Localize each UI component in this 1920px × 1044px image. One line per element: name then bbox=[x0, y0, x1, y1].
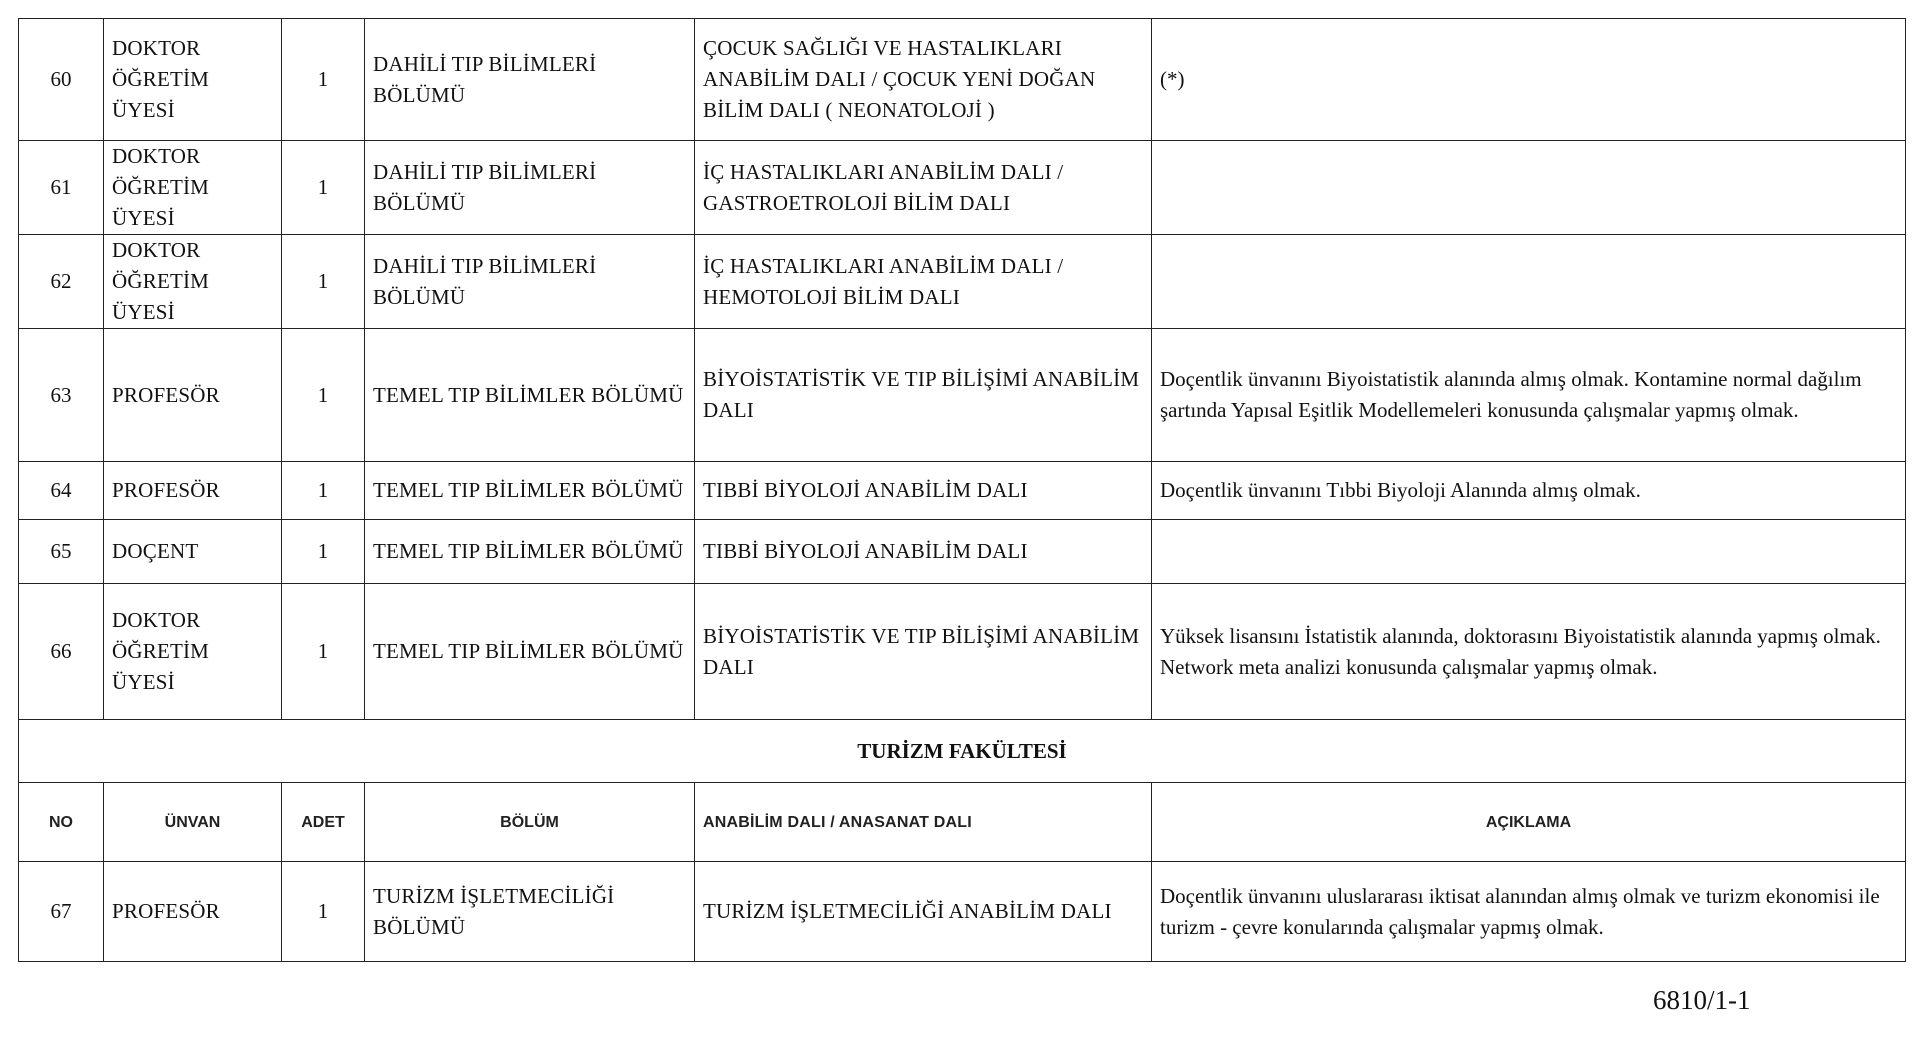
no-cell: 63 bbox=[19, 329, 104, 462]
header-adet: ADET bbox=[282, 783, 365, 862]
section-title: TURİZM FAKÜLTESİ bbox=[19, 720, 1906, 783]
adet-cell: 1 bbox=[282, 235, 365, 329]
unvan-cell: DOKTOR ÖĞRETİM ÜYESİ bbox=[104, 19, 282, 141]
adet-cell: 1 bbox=[282, 862, 365, 962]
no-cell: 66 bbox=[19, 584, 104, 720]
adet-cell: 1 bbox=[282, 520, 365, 584]
aciklama-cell bbox=[1152, 235, 1906, 329]
no-cell: 62 bbox=[19, 235, 104, 329]
header-anabilim: ANABİLİM DALI / ANASANAT DALI bbox=[695, 783, 1152, 862]
table-row bbox=[19, 520, 1906, 584]
bolum-cell: TEMEL TIP BİLİMLER BÖLÜMÜ bbox=[365, 329, 695, 462]
aciklama-cell: Doçentlik ünvanını Tıbbi Biyoloji Alanında almış olmak. bbox=[1152, 462, 1906, 520]
page-number: 6810/1-1 bbox=[1653, 985, 1751, 1015]
bolum-cell: DAHİLİ TIP BİLİMLERİ BÖLÜMÜ bbox=[365, 19, 695, 141]
bolum-cell: TURİZM İŞLETMECİLİĞİ BÖLÜMÜ bbox=[365, 862, 695, 962]
unvan-cell: PROFESÖR bbox=[104, 862, 282, 962]
table-row bbox=[19, 235, 1906, 329]
no-cell: 65 bbox=[19, 520, 104, 584]
bolum-cell: DAHİLİ TIP BİLİMLERİ BÖLÜMÜ bbox=[365, 235, 695, 329]
section-row bbox=[19, 720, 1906, 783]
header-row bbox=[19, 783, 1906, 862]
no-cell: 60 bbox=[19, 19, 104, 141]
unvan-cell: PROFESÖR bbox=[104, 329, 282, 462]
no-cell: 61 bbox=[19, 141, 104, 235]
unvan-cell: DOÇENT bbox=[104, 520, 282, 584]
unvan-cell: DOKTOR ÖĞRETİM ÜYESİ bbox=[104, 235, 282, 329]
aciklama-cell: Doçentlik ünvanını Biyoistatistik alanında almış olmak. Kontamine normal dağılım şartında Yapısal Eşitlik Modellemeleri konusunda çalışmalar yapmış olmak. bbox=[1152, 329, 1906, 462]
table-row bbox=[19, 862, 1906, 962]
table-row bbox=[19, 462, 1906, 520]
aciklama-cell: (*) bbox=[1152, 19, 1906, 141]
aciklama-cell bbox=[1152, 520, 1906, 584]
aciklama-cell: Doçentlik ünvanını uluslararası iktisat alanından almış olmak ve turizm ekonomisi ile turizm - çevre konularında çalışmalar yapmış olmak. bbox=[1152, 862, 1906, 962]
unvan-cell: PROFESÖR bbox=[104, 462, 282, 520]
bolum-cell: DAHİLİ TIP BİLİMLERİ BÖLÜMÜ bbox=[365, 141, 695, 235]
bolum-cell: TEMEL TIP BİLİMLER BÖLÜMÜ bbox=[365, 584, 695, 720]
anabilim-cell: İÇ HASTALIKLARI ANABİLİM DALI / GASTROETROLOJİ BİLİM DALI bbox=[695, 141, 1152, 235]
adet-cell: 1 bbox=[282, 141, 365, 235]
adet-cell: 1 bbox=[282, 329, 365, 462]
aciklama-cell: Yüksek lisansını İstatistik alanında, doktorasını Biyoistatistik alanında yapmış olmak. Network meta analizi konusunda çalışmalar yapmış olmak. bbox=[1152, 584, 1906, 720]
header-unvan: ÜNVAN bbox=[104, 783, 282, 862]
positions-table bbox=[18, 18, 1906, 962]
anabilim-cell: TURİZM İŞLETMECİLİĞİ ANABİLİM DALI bbox=[695, 862, 1152, 962]
header-bolum: BÖLÜM bbox=[365, 783, 695, 862]
adet-cell: 1 bbox=[282, 584, 365, 720]
table-row bbox=[19, 329, 1906, 462]
aciklama-cell bbox=[1152, 141, 1906, 235]
adet-cell: 1 bbox=[282, 19, 365, 141]
header-aciklama: AÇIKLAMA bbox=[1152, 783, 1906, 862]
table-row bbox=[19, 141, 1906, 235]
anabilim-cell: TIBBİ BİYOLOJİ ANABİLİM DALI bbox=[695, 462, 1152, 520]
anabilim-cell: BİYOİSTATİSTİK VE TIP BİLİŞİMİ ANABİLİM DALI bbox=[695, 329, 1152, 462]
anabilim-cell: ÇOCUK SAĞLIĞI VE HASTALIKLARI ANABİLİM DALI / ÇOCUK YENİ DOĞAN BİLİM DALI ( NEONATOLOJİ ) bbox=[695, 19, 1152, 141]
anabilim-cell: BİYOİSTATİSTİK VE TIP BİLİŞİMİ ANABİLİM DALI bbox=[695, 584, 1152, 720]
unvan-cell: DOKTOR ÖĞRETİM ÜYESİ bbox=[104, 141, 282, 235]
bolum-cell: TEMEL TIP BİLİMLER BÖLÜMÜ bbox=[365, 462, 695, 520]
adet-cell: 1 bbox=[282, 462, 365, 520]
no-cell: 67 bbox=[19, 862, 104, 962]
table-row bbox=[19, 19, 1906, 141]
header-no: NO bbox=[19, 783, 104, 862]
no-cell: 64 bbox=[19, 462, 104, 520]
bolum-cell: TEMEL TIP BİLİMLER BÖLÜMÜ bbox=[365, 520, 695, 584]
unvan-cell: DOKTOR ÖĞRETİM ÜYESİ bbox=[104, 584, 282, 720]
table-row bbox=[19, 584, 1906, 720]
anabilim-cell: İÇ HASTALIKLARI ANABİLİM DALI / HEMOTOLOJİ BİLİM DALI bbox=[695, 235, 1152, 329]
anabilim-cell: TIBBİ BİYOLOJİ ANABİLİM DALI bbox=[695, 520, 1152, 584]
